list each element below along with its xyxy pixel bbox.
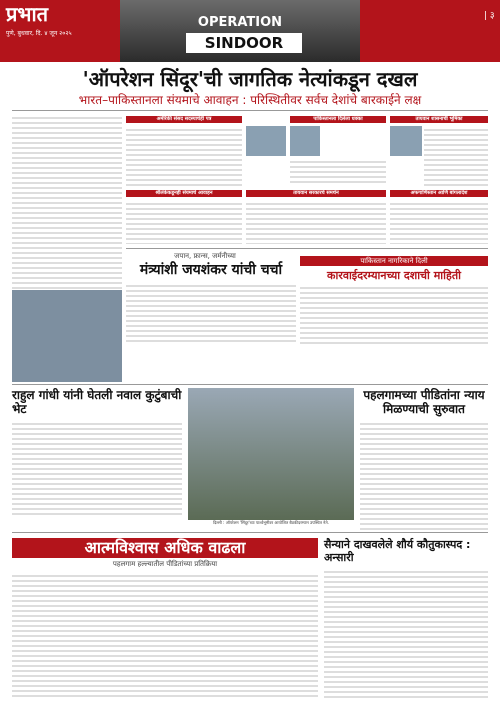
pakistan-text	[300, 284, 488, 344]
portrait-photo	[390, 126, 422, 156]
dateline: पुणे, बुधवार, दि. ४ जून २०२५	[6, 30, 72, 37]
portrait-photo	[290, 126, 320, 156]
portrait-photo	[246, 126, 286, 156]
header-right-panel	[360, 0, 500, 62]
rahul-text	[12, 420, 182, 516]
column-text	[290, 158, 386, 186]
jaishankar-text	[126, 282, 296, 342]
photo-caption: दिल्ली : ऑपरेशन 'सिंदूर'च्या पार्श्वभूमीवर आयोजित बैठकीदरम्यान उपस्थित नेते.	[213, 520, 329, 525]
lead-headline: 'ऑपरेशन सिंदूर'ची जागतिक नेत्यांकडून दखल	[82, 67, 418, 91]
pakistan-headline: कारवाईदरम्यानच्या दशाची माहिती	[327, 269, 461, 282]
lead-subhead: भारत–पाकिस्तानला संयमाचे आवाहन : परिस्थितीवर सर्वच देशांचे बारकाईने लक्ष	[78, 93, 422, 107]
divider	[12, 110, 488, 111]
column-text	[126, 200, 242, 244]
confidence-text	[12, 572, 318, 700]
left-column-text	[12, 114, 122, 290]
ansari-text	[324, 568, 488, 700]
banner-title: OPERATION	[197, 15, 283, 30]
divider	[12, 532, 488, 533]
column-text	[424, 126, 488, 186]
column-title: अमेरिकी संसद सदस्याचेही पत्र	[126, 116, 242, 123]
victims-headline: पहलगामच्या पीडितांना न्याय मिळण्याची सुरुवात	[363, 388, 485, 416]
column-title: श्रीलंकेकडूनही संयमाचे आवाहन	[126, 190, 242, 197]
banner-logo: SINDOOR	[186, 33, 302, 53]
divider	[126, 248, 488, 249]
rahul-headline: राहुल गांधी यांनी घेतली नवाल कुटुंबाची भेट	[12, 388, 182, 416]
jaishankar-photo	[12, 290, 122, 382]
column-title: तायवान शासनाची भूमिका	[390, 116, 488, 123]
main-news-photo	[188, 388, 354, 520]
column-text	[390, 200, 488, 244]
divider	[12, 384, 488, 385]
confidence-subhead: पहलगाम हल्ल्यातील पीडितांच्या प्रतिक्रिया	[112, 560, 218, 568]
column-title: तायवान सरकारचे समर्थन	[246, 190, 386, 197]
page-number: | ३	[484, 11, 495, 21]
column-title: अफगाणिस्तान आणि बांगलादेश	[390, 190, 488, 197]
column-title: पाकिस्तानला दिलेला धक्का	[290, 116, 386, 123]
jaishankar-headline: मंत्र्यांशी जयशंकर यांची चर्चा	[139, 262, 283, 278]
column-text	[246, 200, 386, 244]
jaishankar-kicker: जपान, फ्रान्स, जर्मनीच्या	[174, 252, 236, 260]
masthead-logo: प्रभात	[6, 2, 49, 26]
column-text	[126, 126, 242, 186]
confidence-headline: आत्मविश्वास अधिक वाढला	[12, 538, 318, 558]
victims-text	[360, 420, 488, 530]
ansari-headline: सैन्याने दाखवलेले शौर्य कौतुकास्पद : अन्सारी	[324, 538, 471, 564]
pakistan-kicker: पाकिस्तान नागरिकाने दिली	[300, 256, 488, 266]
